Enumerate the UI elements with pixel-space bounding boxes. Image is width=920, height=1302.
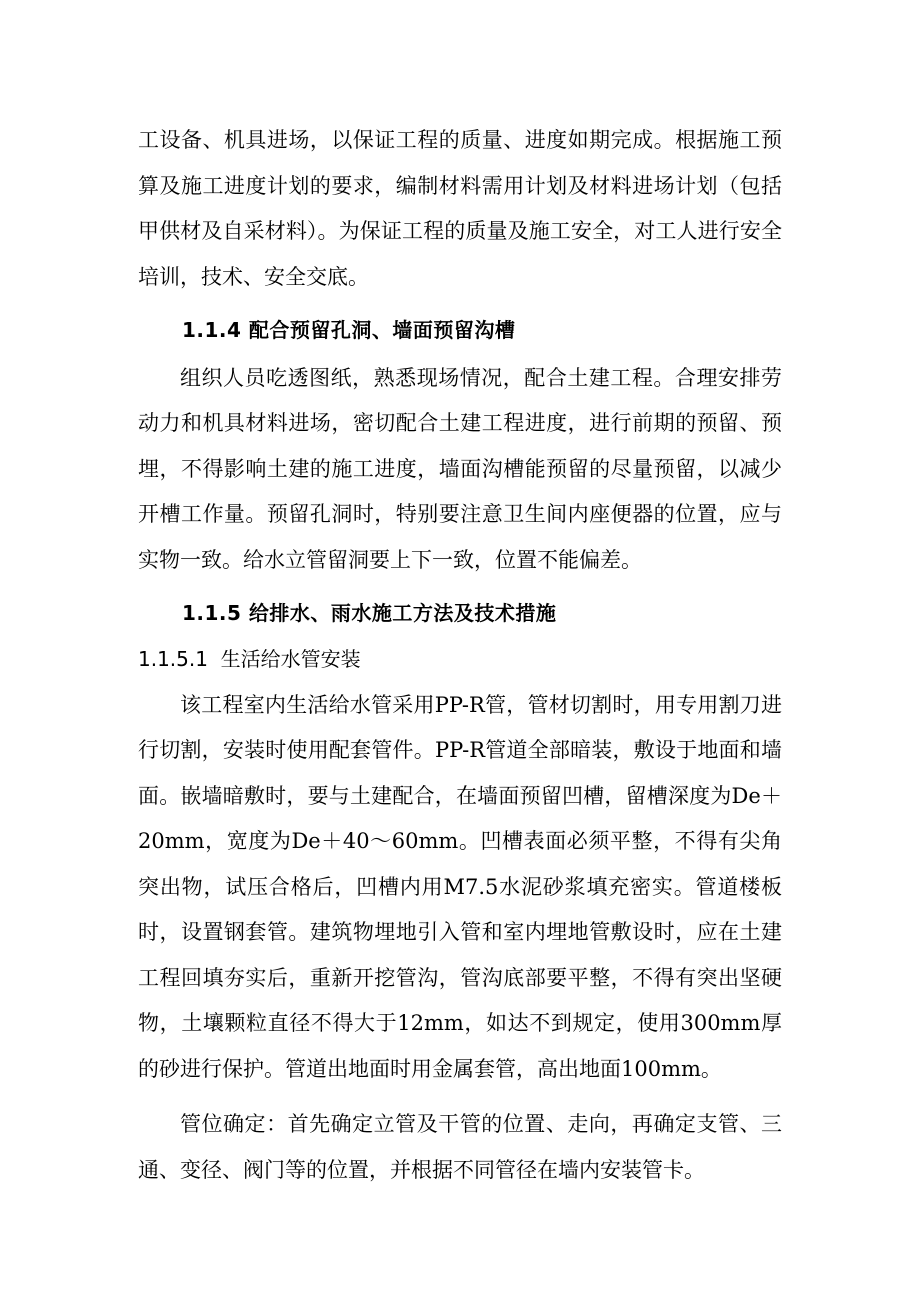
paragraph-reserved-holes: 组织人员吃透图纸，熟悉现场情况，配合土建工程。合理安排劳动力和机具材料进场，密切配合土建工程进度，进行前期的预留、预埋，不得影响土建的施工进度，墙面沟槽能预留的尽量预留，以减少开槽工作量。预留孔洞时，特别要注意卫生间内座便器的位置，应与实物一致。给水立管留洞要上下一致，位置不能偏差。 (138, 365, 782, 572)
paragraph-continuation: 工设备、机具进场，以保证工程的质量、进度如期完成。根据施工预算及施工进度计划的要求，编制材料需用计划及材料进场计划（包括甲供材及自采材料）。为保证工程的质量及施工安全，对工人进行安全培训，技术、安全交底。 (138, 128, 782, 289)
heading-1-1-4: 1.1.4 配合预留孔洞、墙面预留沟槽 (182, 318, 516, 342)
paragraph-water-supply-pipe: 该工程室内生活给水管采用PP-R管，管材切割时，用专用割刀进行切割，安装时使用配套管件。PP-R管道全部暗装，敷设于地面和墙面。嵌墙暗敷时，要与土建配合，在墙面预留凹槽，留槽深度为De＋20mm，宽度为De＋40～60mm。凹槽表面必须平整，不得有尖角突出物，试压合格后，凹槽内用M7.5水泥砂浆填充密实。管道楼板时，设置钢套管。建筑物埋地引入管和室内埋地管敷设时，应在土建工程回填夯实后，重新开挖管沟，管沟底部要平整，不得有突出坚硬物，土壤颗粒直径不得大于12mm，如达不到规定，使用300mm厚的砂进行保护。管道出地面时用金属套管，高出地面100mm。 (138, 692, 782, 1081)
paragraph-pipe-positioning: 管位确定：首先确定立管及干管的位置、走向，再确定支管、三通、变径、阀门等的位置，并根据不同管径在墙内安装管卡。 (138, 1112, 782, 1182)
heading-1-1-5-1: 1.1.5.1 生活给水管安装 (138, 646, 361, 671)
heading-1-1-5: 1.1.5 给排水、雨水施工方法及技术措施 (182, 601, 557, 625)
